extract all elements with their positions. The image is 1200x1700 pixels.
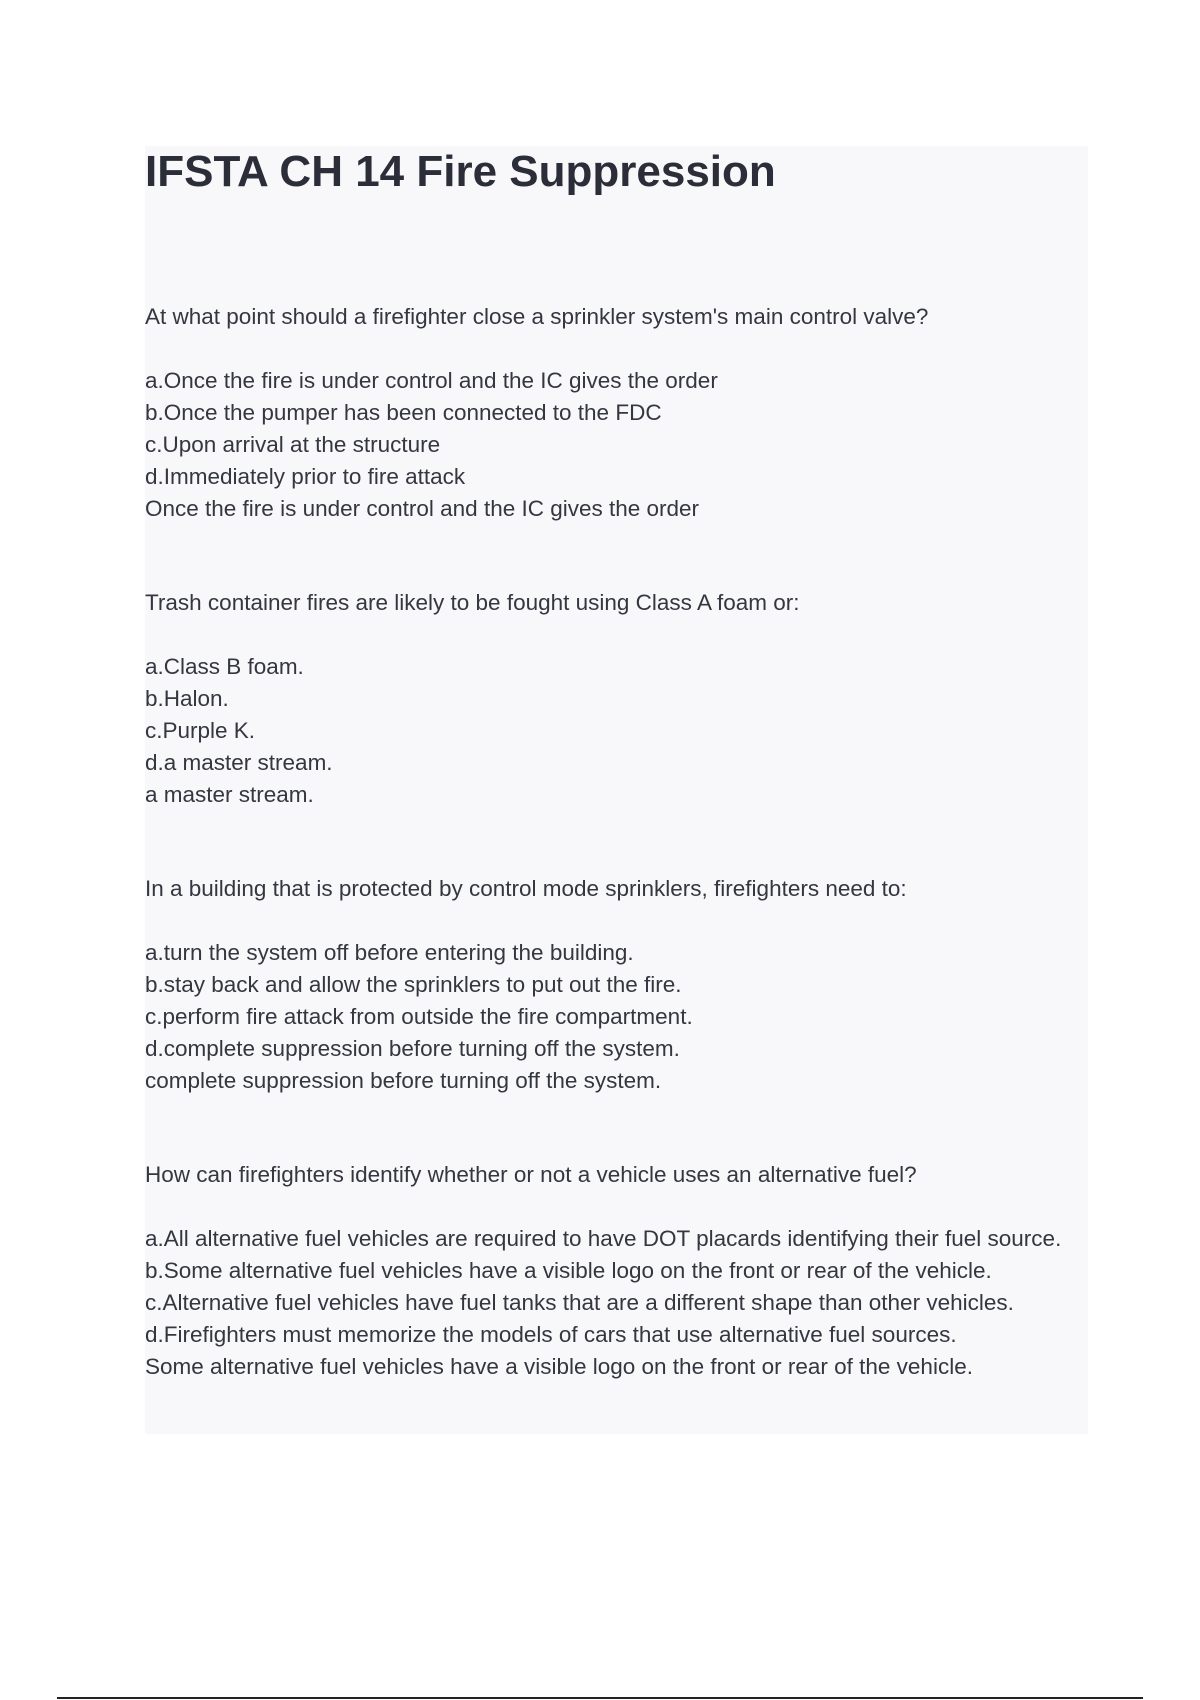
option-a: a.turn the system off before entering the building. bbox=[145, 940, 634, 965]
option-a: a.Once the fire is under control and the IC gives the order bbox=[145, 368, 718, 393]
option-b: b.Some alternative fuel vehicles have a visible logo on the front or rear of the vehicle. bbox=[145, 1258, 992, 1283]
option-b: b.Once the pumper has been connected to the FDC bbox=[145, 400, 662, 425]
footer-divider bbox=[57, 1697, 1143, 1699]
option-d: d.Immediately prior to fire attack bbox=[145, 464, 466, 489]
question-block bbox=[145, 1159, 1088, 1383]
answer-text: a master stream. bbox=[145, 782, 314, 807]
option-d: d.complete suppression before turning off the system. bbox=[145, 1036, 680, 1061]
question-list bbox=[145, 301, 1088, 1383]
option-c: c.Purple K. bbox=[145, 718, 256, 743]
question-block bbox=[145, 587, 1088, 811]
option-c: c.Alternative fuel vehicles have fuel tanks that are a different shape than other vehicles. bbox=[145, 1290, 1014, 1315]
question-text: How can firefighters identify whether or not a vehicle uses an alternative fuel? bbox=[145, 1162, 917, 1187]
option-a: a.All alternative fuel vehicles are required to have DOT placards identifying their fuel source. bbox=[145, 1226, 1062, 1251]
answer-text: Some alternative fuel vehicles have a visible logo on the front or rear of the vehicle. bbox=[145, 1354, 973, 1379]
question-block bbox=[145, 301, 1088, 525]
question-text: At what point should a firefighter close a sprinkler system's main control valve? bbox=[145, 304, 929, 329]
answer-text: complete suppression before turning off the system. bbox=[145, 1068, 662, 1093]
option-c: c.Upon arrival at the structure bbox=[145, 432, 441, 457]
option-d: d.a master stream. bbox=[145, 750, 333, 775]
question-text: Trash container fires are likely to be fought using Class A foam or: bbox=[145, 590, 800, 615]
option-d: d.Firefighters must memorize the models of cars that use alternative fuel sources. bbox=[145, 1322, 957, 1347]
option-b: b.stay back and allow the sprinklers to put out the fire. bbox=[145, 972, 682, 997]
document-title: IFSTA CH 14 Fire Suppression bbox=[145, 147, 776, 196]
question-text: In a building that is protected by control mode sprinklers, firefighters need to: bbox=[145, 876, 907, 901]
option-c: c.perform fire attack from outside the fire compartment. bbox=[145, 1004, 693, 1029]
option-b: b.Halon. bbox=[145, 686, 229, 711]
option-a: a.Class B foam. bbox=[145, 654, 304, 679]
answer-text: Once the fire is under control and the IC gives the order bbox=[145, 496, 700, 521]
question-block bbox=[145, 873, 1088, 1097]
